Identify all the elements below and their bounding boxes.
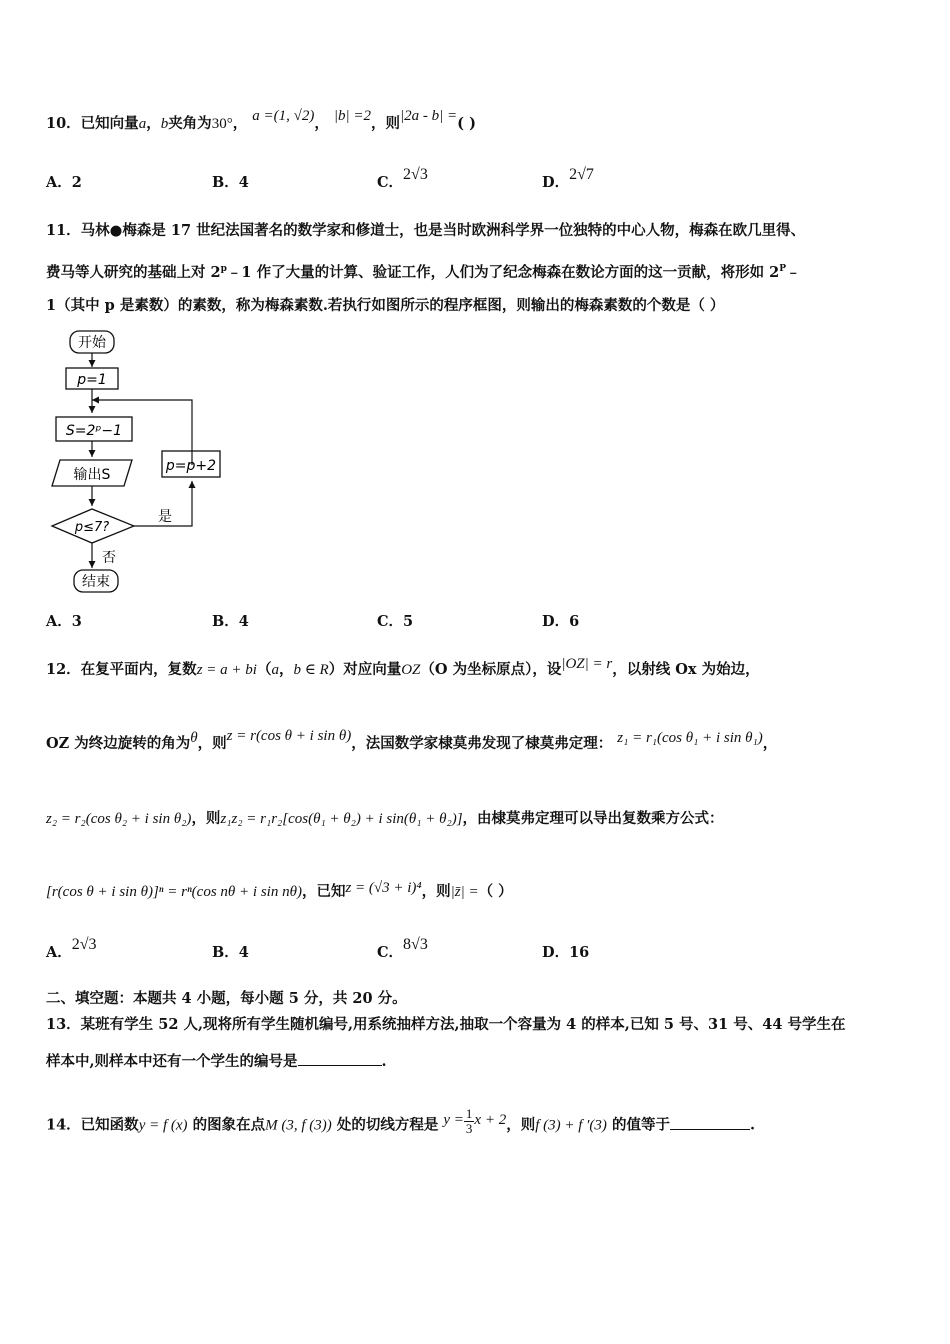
q11-option-d[interactable]: D．6 <box>542 613 580 630</box>
q12-line-3: z₂ = r₂(cos θ₂ + i sin θ₂)，则z₁z₂ = r₁r₂[cos(θ₁ + θ₂) + i sin(θ₁ + θ₂)]，由棣莫弗定理可以导出复数乘方公式： <box>46 810 724 827</box>
flow-yes-label: 是 <box>158 509 172 525</box>
flow-start <box>70 331 114 353</box>
q11-line-2: 费马等人研究的基础上对 2$^p$﹣1 作了大量的计算、验证工作，人们为了纪念梅森在数论方面的这一贡献，将形如 $2^P﹣$ <box>46 263 801 281</box>
q13-line-1: 13．某班有学生 52 人,现将所有学生随机编号,用系统抽样方法,抽取一个容量为 4 的样本,已知 5 号、31 号、44 号学生在 <box>46 1016 846 1033</box>
svg-text:开始: 开始 <box>78 335 106 351</box>
q12-line-1: 12．在复平面内，复数z = a + bi（a，b ∈ R）对应向量OZ（O 为坐标原点），设|OZ| = r，以射线 Ox 为始边， <box>46 656 760 678</box>
svg-text:p=1: p=1 <box>77 372 107 388</box>
q12-option-c[interactable]: C．8√3 <box>377 936 428 961</box>
fraction-one-third: $\frac{1}{3}$ <box>465 1106 473 1136</box>
q11-option-b[interactable]: B．4 <box>212 613 249 630</box>
svg-text:输出S: 输出S <box>73 467 111 483</box>
q11-option-c[interactable]: C．5 <box>377 613 414 630</box>
q12-option-d[interactable]: D．16 <box>542 944 590 961</box>
q13-answer-blank[interactable] <box>298 1051 382 1066</box>
flow-condition <box>52 509 134 543</box>
q14-answer-blank[interactable] <box>670 1115 750 1130</box>
flow-update-box <box>162 451 220 477</box>
q11-line-1: 11．马林●梅森是 17 世纪法国著名的数学家和修道士，也是当时欧洲科学界一位独特的中心人物，梅森在欧几里得、 <box>46 222 806 239</box>
q14-stem: 14．已知函数y = f (x) 的图象在点M (3, f (3)) 处的切线方程是 y = $\frac{1}{3}$ x + 2，则f (3) + f ′(3) 的值等于 . <box>46 1106 756 1136</box>
q10-option-d[interactable]: D．2√7 <box>542 166 594 191</box>
q11-option-a[interactable]: A．3 <box>46 613 82 630</box>
q10-option-c[interactable]: C．2√3 <box>377 166 428 191</box>
q10-option-b[interactable]: B．4 <box>212 174 249 191</box>
q11-line-3: 1（其中 p 是素数）的素数，称为梅森素数.若执行如图所示的程序框图，则输出的梅森素数的个数是（ ） <box>46 297 725 314</box>
q13-line-2: 样本中,则样本中还有一个学生的编号是 . <box>46 1053 387 1070</box>
q12-line-4: [r(cos θ + i sin θ)]ⁿ = rⁿ(cos nθ + i sin nθ)，已知z = (√3 + i)⁴，则|z̄| =（ ） <box>46 880 513 900</box>
q10-option-a[interactable]: A．2 <box>46 174 82 191</box>
flow-output-box <box>52 460 132 486</box>
svg-text:p=p+2: p=p+2 <box>165 458 217 474</box>
q12-line-2: OZ 为终边旋转的角为θ，则z = r(cos θ + i sin θ)，法国数学家棣莫弗发现了棣莫弗定理： z₁ = r₁(cos θ₁ + i sin θ₁)， <box>46 728 778 752</box>
section-heading: 二、填空题：本题共 4 小题，每小题 5 分，共 20 分。 <box>46 990 407 1007</box>
flow-no-label: 否 <box>102 550 116 566</box>
svg-text:结束: 结束 <box>82 574 110 590</box>
q10-stem: 10．已知向量a，b夹角为30°， a =(1, √2)， |b| =2，则|2a - b| =( ) <box>46 108 476 132</box>
flow-end <box>74 570 118 592</box>
flow-init-box <box>66 368 118 389</box>
svg-text:p≤7?: p≤7? <box>74 520 110 535</box>
flow-assign-box <box>56 417 132 441</box>
q12-option-b[interactable]: B．4 <box>212 944 249 961</box>
flowchart <box>46 325 236 597</box>
svg-text:S=2ᵖ−1: S=2ᵖ−1 <box>65 423 123 439</box>
q12-option-a[interactable]: A．2√3 <box>46 936 97 961</box>
